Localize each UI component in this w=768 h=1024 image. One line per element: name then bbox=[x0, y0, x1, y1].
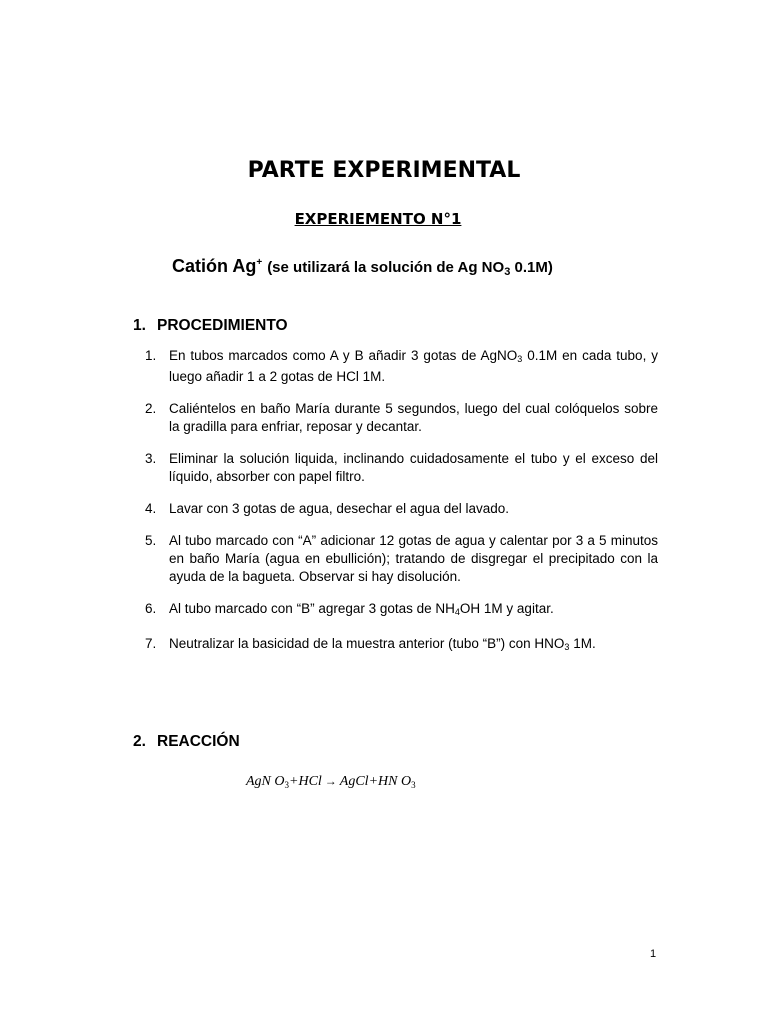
plus-sign: + bbox=[368, 774, 379, 789]
reaction-arrow-icon: → bbox=[324, 774, 337, 788]
page-number: 1 bbox=[650, 948, 657, 960]
step-number: 6. bbox=[145, 601, 157, 616]
section-heading-procedimiento bbox=[133, 317, 288, 335]
step-sub: 3 bbox=[517, 354, 523, 364]
plus-sign: + bbox=[289, 774, 299, 789]
section-title: PROCEDIMIENTO bbox=[157, 317, 288, 334]
step-sub: 4 bbox=[454, 607, 460, 617]
step-number: 2. bbox=[145, 401, 157, 416]
step-text-cont: OH 1M y agitar. bbox=[459, 601, 554, 616]
section-number: 2. bbox=[133, 733, 146, 750]
step-number: 5. bbox=[145, 533, 157, 548]
step-text: En tubos marcados como A y B añadir 3 gotas de AgNO bbox=[169, 348, 518, 363]
procedure-list bbox=[145, 347, 658, 670]
reactant-agno3: AgN O bbox=[246, 774, 285, 789]
cation-note-suffix: 0.1M) bbox=[510, 259, 553, 276]
step-number: 4. bbox=[145, 501, 157, 516]
list-item bbox=[145, 450, 658, 486]
step-text: Al tubo marcado con “B” agregar 3 gotas de NH bbox=[169, 601, 455, 616]
list-item bbox=[145, 600, 658, 621]
step-number: 1. bbox=[145, 348, 157, 363]
list-item bbox=[145, 347, 658, 386]
step-text-cont: 1M. bbox=[569, 636, 596, 651]
list-item bbox=[145, 400, 658, 436]
list-item bbox=[145, 500, 658, 518]
cation-note bbox=[267, 259, 553, 276]
section-heading-reaccion bbox=[133, 733, 240, 751]
step-text: Caliéntelos en baño María durante 5 segundos, luego del cual colóquelos sobre la gradilla para enfriar, reposar y decantar. bbox=[169, 401, 658, 434]
cation-note-sub: 3 bbox=[504, 266, 511, 278]
reactant-hcl: HCl bbox=[298, 774, 322, 789]
list-item bbox=[145, 532, 658, 586]
cation-note-prefix: (se utilizará la solución de Ag NO bbox=[267, 259, 505, 276]
page-title: PARTE EXPERIMENTAL bbox=[247, 158, 521, 183]
list-item bbox=[145, 635, 658, 656]
reaction-equation bbox=[246, 774, 416, 790]
product-hno3-sub: 3 bbox=[411, 780, 416, 790]
cation-label: Catión Ag bbox=[172, 256, 257, 276]
step-number: 7. bbox=[145, 636, 157, 651]
experiment-subtitle: EXPERIEMENTO N°1 bbox=[294, 210, 462, 228]
step-number: 3. bbox=[145, 451, 157, 466]
step-text: Al tubo marcado con “A” adicionar 12 gotas de agua y calentar por 3 a 5 minutos en baño María (agua en ebullición); tratando de disgregar el precipitado con la ayuda de la bagueta. Observar si hay disolución. bbox=[169, 533, 658, 584]
step-text: Neutralizar la basicidad de la muestra anterior (tubo “B”) con HNO bbox=[169, 636, 565, 651]
step-sub: 3 bbox=[564, 642, 570, 652]
step-text-cont: 0.1M en cada tubo, y luego añadir 1 a 2 gotas de HCl 1M. bbox=[169, 348, 658, 384]
cation-charge: + bbox=[256, 257, 263, 268]
product-hno3: HN O bbox=[378, 774, 412, 789]
section-number: 1. bbox=[133, 317, 146, 334]
section-title: REACCIÓN bbox=[157, 733, 240, 750]
product-agcl: AgCl bbox=[339, 774, 369, 789]
cation-heading bbox=[172, 256, 553, 278]
step-text: Lavar con 3 gotas de agua, desechar el agua del lavado. bbox=[169, 501, 509, 516]
step-text: Eliminar la solución liquida, inclinando cuidadosamente el tubo y el exceso del líquido, absorber con papel filtro. bbox=[169, 451, 658, 484]
reactant-agno3-sub: 3 bbox=[284, 780, 289, 790]
